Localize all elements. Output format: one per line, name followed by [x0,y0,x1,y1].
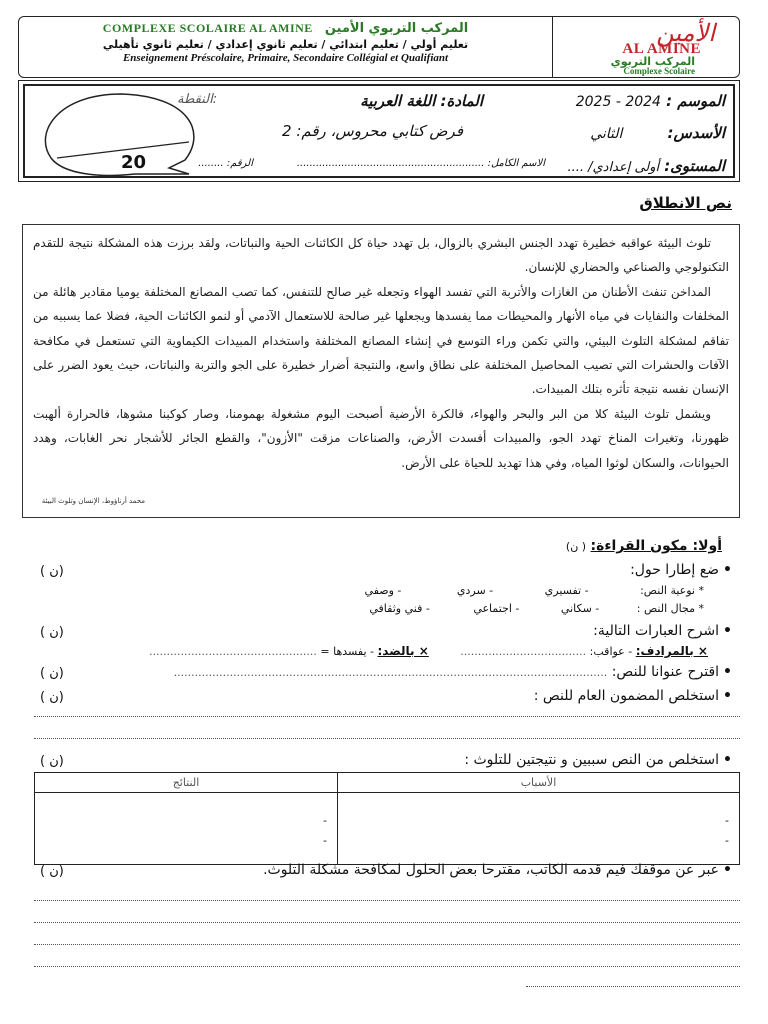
exam-info-box [18,80,740,182]
question-2-points: ( ن) [40,625,64,640]
consequence-2-dash: - [322,834,327,847]
logo-sub-ar: المركب التربوي [610,55,695,68]
passage-title: نص الانطلاق [639,194,732,212]
question-2: •اشرح العبارات التالية: [593,623,732,639]
q2-antonym-word: - يفسدها = [320,645,374,658]
passage-paragraph-2: المداخن تنفث الأطنان من الغازات والأتربة التي تفسد الهواء وتجعله غير صالح للتنفس، كما تصب المصانع المختلفة يوميا مقادير هائلة من المخلفات والنفايات في مياه الأنهار والمحيطات مما يفسدها ويجعلها غير صالحة للاستعمال الآدمي أو لنمو الكائنات الحية، فضلا عما يسببه من تفاقم لمشكلة التلوث البيئي، والتي تكمن وراء التوسع في إنشاء المصانع المختلفة واستخدام المبيدات الكيماوية التي تستعمل في مكافحة الآفات والحشرات التي تصيب المحاصيل المختلفة على نطاق واسع، والنتيجة أضرار خطيرة على الجو والتربة والنباتات، حيث يعود الضرر على الإنسان نفسه نتيجة تأثره بتلك المبيدات. [33,284,729,397]
logo-ar: الأمين [656,19,715,47]
passage-text-box [22,224,740,518]
question-1-text: ضع إطارا حول: [630,562,720,578]
q6-answer-line-1[interactable] [34,900,740,901]
q1-type-option-1[interactable]: - تفسيري [544,584,589,597]
causes-cell[interactable] [337,793,739,865]
exam-title: فرض كتابي محروس، رقم: 2 [282,122,463,140]
question-3: •اقترح عنوانا للنص: ............................................................................................................................ [173,664,732,680]
question-1-points: ( ن) [40,564,64,579]
consequence-1-dash: - [322,814,327,827]
q1-type-label: * نوعية النص: [640,584,704,597]
question-5-points: ( ن) [40,754,64,769]
q1-type-row [365,584,704,597]
school-logo [553,17,739,77]
season-label: الموسم : [666,92,725,110]
term-row [590,123,725,142]
level-row [567,156,725,175]
grade-label: النقطة: [177,92,218,107]
subject-row [360,91,483,110]
logo-fr: AL AMINE [622,41,701,57]
question-4-points: ( ن) [40,690,64,705]
q6-answer-line-4[interactable] [34,966,740,967]
season-value: 2024 - 2025 [575,94,661,110]
cause-2-dash: - [725,834,729,847]
level-value: أولى إعدادي/ .... [567,160,660,175]
question-3-text: اقترح عنوانا للنص: [611,664,720,680]
question-1: •ضع إطارا حول: [630,562,732,578]
section-reading-title: أولا: مكون القراءة: ( ن) [565,538,722,554]
term-label: الأسدس: [667,124,725,142]
school-levels-fr: Enseignement Préscolaire, Primaire, Secondaire Collégial et Qualifiant [122,52,449,64]
subject-label: المادة: [440,92,483,110]
number-row [198,158,253,169]
question-4: •استخلص المضمون العام للنص : [533,688,732,704]
school-levels-ar: تعليم أولي / تعليم ابتدائي / تعليم ثانوي إعدادي / تعليم ثانوي تأهيلي [102,38,469,51]
number-label: الرقم: [226,158,253,169]
q2-answers-row [149,644,708,658]
school-info [19,17,553,77]
question-5-text: استخلص من النص سببين و نتيجتين للتلوث : [464,752,720,768]
q4-answer-line-2[interactable] [34,738,740,739]
q1-field-row [369,602,704,615]
q6-answer-line-2[interactable] [34,922,740,923]
cause-1-dash: - [725,814,729,827]
question-6: •عبر عن موقفك فيم قدمه الكاتب، مقترحا بعض الحلول لمكافحة مشكلة التلوث. [263,862,732,878]
q1-field-option-1[interactable]: - سكاني [560,602,600,615]
grade-total: 20 [121,152,147,173]
q1-type-option-3[interactable]: - وصفي [364,584,402,597]
q6-answer-line-3[interactable] [34,944,740,945]
q6-answer-line-5[interactable] [526,986,740,987]
q1-field-label: * مجال النص : [636,602,704,615]
q2-synonym-label: × بالمرادف: [635,644,708,658]
q2-antonym-answer[interactable]: ................................................ [149,645,317,658]
number-field[interactable]: ........ [198,158,224,169]
q2-synonym-answer[interactable]: .................................... [460,645,587,658]
q4-answer-line-1[interactable] [34,716,740,717]
consequences-cell[interactable] [35,793,338,865]
q1-field-option-2[interactable]: - اجتماعي [473,602,520,615]
subject-value: اللغة العربية [360,92,436,110]
section-reading-points: ( ن) [565,540,587,553]
school-header [18,16,740,78]
school-name-ar: المركب التربوي الأمين [324,21,469,36]
table-header-consequences: النتائج [35,773,338,793]
fullname-label: الاسم الكامل: [487,158,545,169]
fullname-row [297,158,545,169]
season-row [576,91,725,110]
table-header-causes: الأسباب [337,773,739,793]
q1-field-option-3[interactable]: - فني وثقافي [369,602,430,615]
logo-sub-fr: Complexe Scolaire [623,66,695,76]
term-value: الثاني [590,126,623,142]
question-5: •استخلص من النص سببين و نتيجتين للتلوث : [464,752,732,768]
level-label: المستوى: [664,157,725,175]
passage-paragraph-1: تلوث البيئة عواقبه خطيرة تهدد الجنس البشري بالزوال، بل تهدد حياة كل الكائنات الحية والنباتات، ولقد برزت هذه المشكلة نتيجة للتقدم التكنولوجي والصناعي والحضاري للإنسان. [33,236,729,275]
question-6-points: ( ن) [40,864,64,879]
question-3-points: ( ن) [40,666,64,681]
q3-answer[interactable]: ............................................................................................................................ [173,666,608,679]
question-2-text: اشرح العبارات التالية: [593,623,720,639]
q2-antonym-label: × بالضد: [377,644,429,658]
fullname-field[interactable]: ........................................................... [296,158,485,169]
grade-circle-icon [39,92,197,176]
question-6-text: عبر عن موقفك فيم قدمه الكاتب، مقترحا بعض الحلول لمكافحة مشكلة التلوث. [263,862,720,878]
q1-type-option-2[interactable]: - سردي [456,584,494,597]
question-4-text: استخلص المضمون العام للنص : [533,688,720,704]
passage-paragraph-3: ويشمل تلوث البيئة كلا من البر والبحر والهواء، فالكرة الأرضية أصبحت اليوم مشغولة بهمومنا، وصار كوكبنا مشوها، فالحرارة ألهبت ظهورنا، وتغيرات المناخ تهدد الجو، والمبيدات أفسدت الأرض، والصناعات مزقت "الأزون"، والقطع الجائر للأشجار نحر الغابات، وهدد الحيوانات، والسكان لوثوا المياه، وفي هذا تهديد للحياة على الأرض. [33,406,729,470]
q2-synonym-word: - عواقب: [589,645,633,658]
passage-source: محمد أرناؤوط، الإنسان وتلوث البيئة [41,496,145,505]
causes-consequences-table [34,772,740,865]
school-name-fr: COMPLEXE SCOLAIRE AL AMINE [102,21,313,35]
